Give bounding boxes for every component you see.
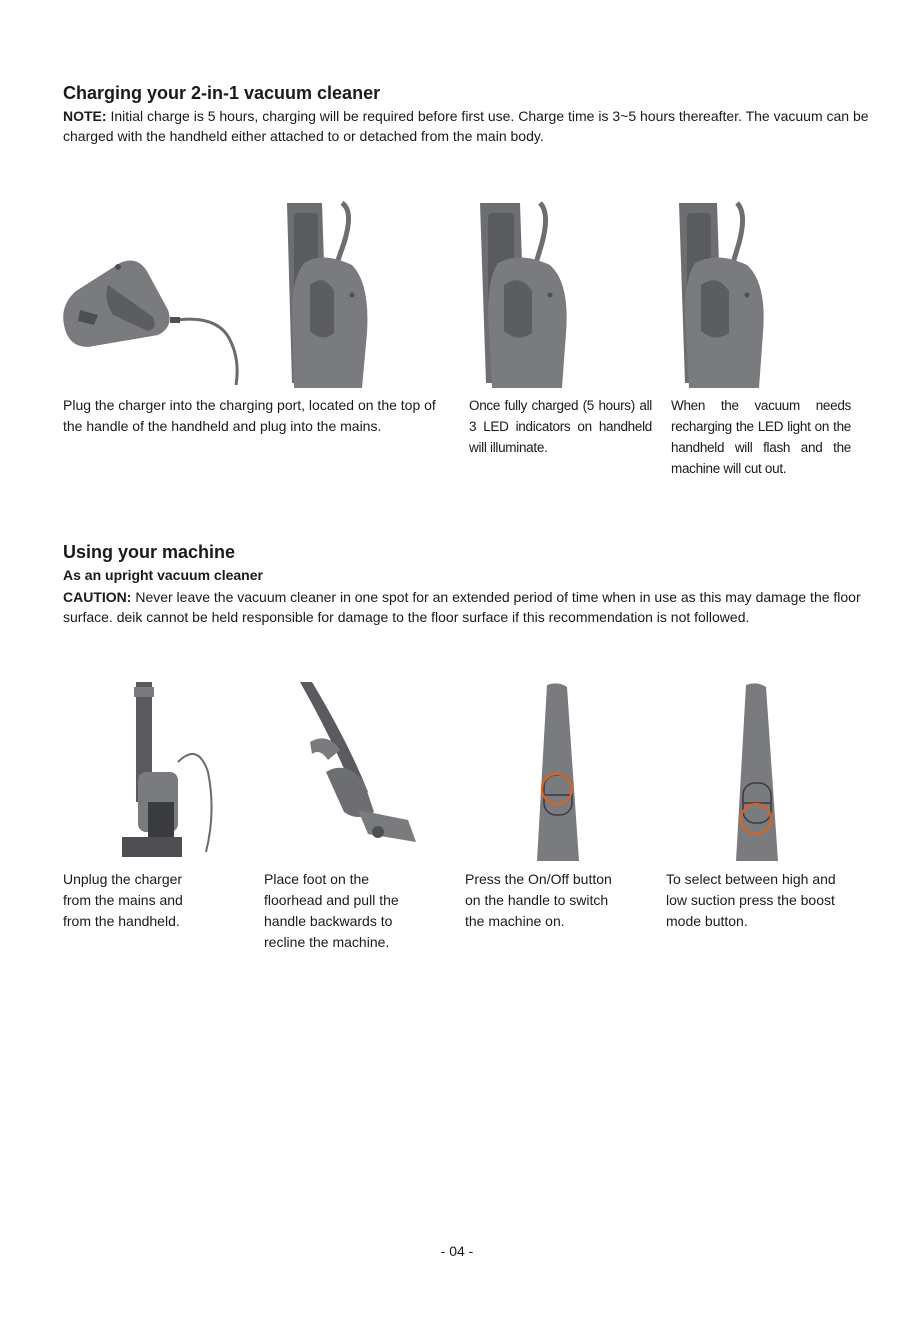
note-label: NOTE:	[63, 108, 107, 124]
handle-onoff-illustration	[533, 683, 583, 863]
caption-onoff: Press the On/Off button on the handle to switch the machine on.	[465, 871, 612, 929]
caution-text: Never leave the vacuum cleaner in one spot for an extended period of time when in use as this may damage the floor surface. deik cannot be held responsible for damage to the floor surface if this recommendation is not followed.	[63, 589, 861, 625]
section-subtitle-upright: As an upright vacuum cleaner	[63, 567, 263, 583]
caption-fully-charged: Once fully charged (5 hours) all 3 LED indicators on handheld will illuminate.	[469, 398, 652, 455]
caution-note	[63, 587, 863, 627]
note-text: Initial charge is 5 hours, charging will be required before first use. Charge time is 3~5 hours thereafter. The vacuum can be charged with the handheld either attached to or detached from the main body.	[63, 108, 869, 144]
page-number: - 04 -	[440, 1243, 474, 1259]
handle-boost-illustration	[732, 683, 782, 863]
handheld-charger-illustration	[58, 255, 248, 390]
main-body-illustration-3	[677, 203, 777, 388]
reclined-machine-illustration	[298, 682, 423, 857]
caption-unplug: Unplug the charger from the mains and from the handheld.	[63, 871, 183, 929]
caption-recline: Place foot on the floorhead and pull the handle backwards to recline the machine.	[264, 871, 399, 950]
main-body-illustration-2	[478, 203, 578, 388]
section-title-using: Using your machine	[63, 542, 236, 562]
caption-boost: To select between high and low suction press the boost mode button.	[666, 871, 836, 929]
caption-plug-charger: Plug the charger into the charging port, located on the top of the handle of the handheld and plug into the mains.	[63, 397, 436, 434]
upright-unplug-illustration	[118, 682, 218, 862]
caution-label: CAUTION:	[63, 589, 132, 605]
main-body-illustration-1	[282, 203, 377, 388]
charging-note	[63, 106, 871, 146]
caption-needs-recharging: When the vacuum needs recharging the LED light on the handheld will flash and the machine will cut out.	[671, 398, 851, 476]
section-title-charging: Charging your 2-in-1 vacuum cleaner	[63, 83, 381, 103]
